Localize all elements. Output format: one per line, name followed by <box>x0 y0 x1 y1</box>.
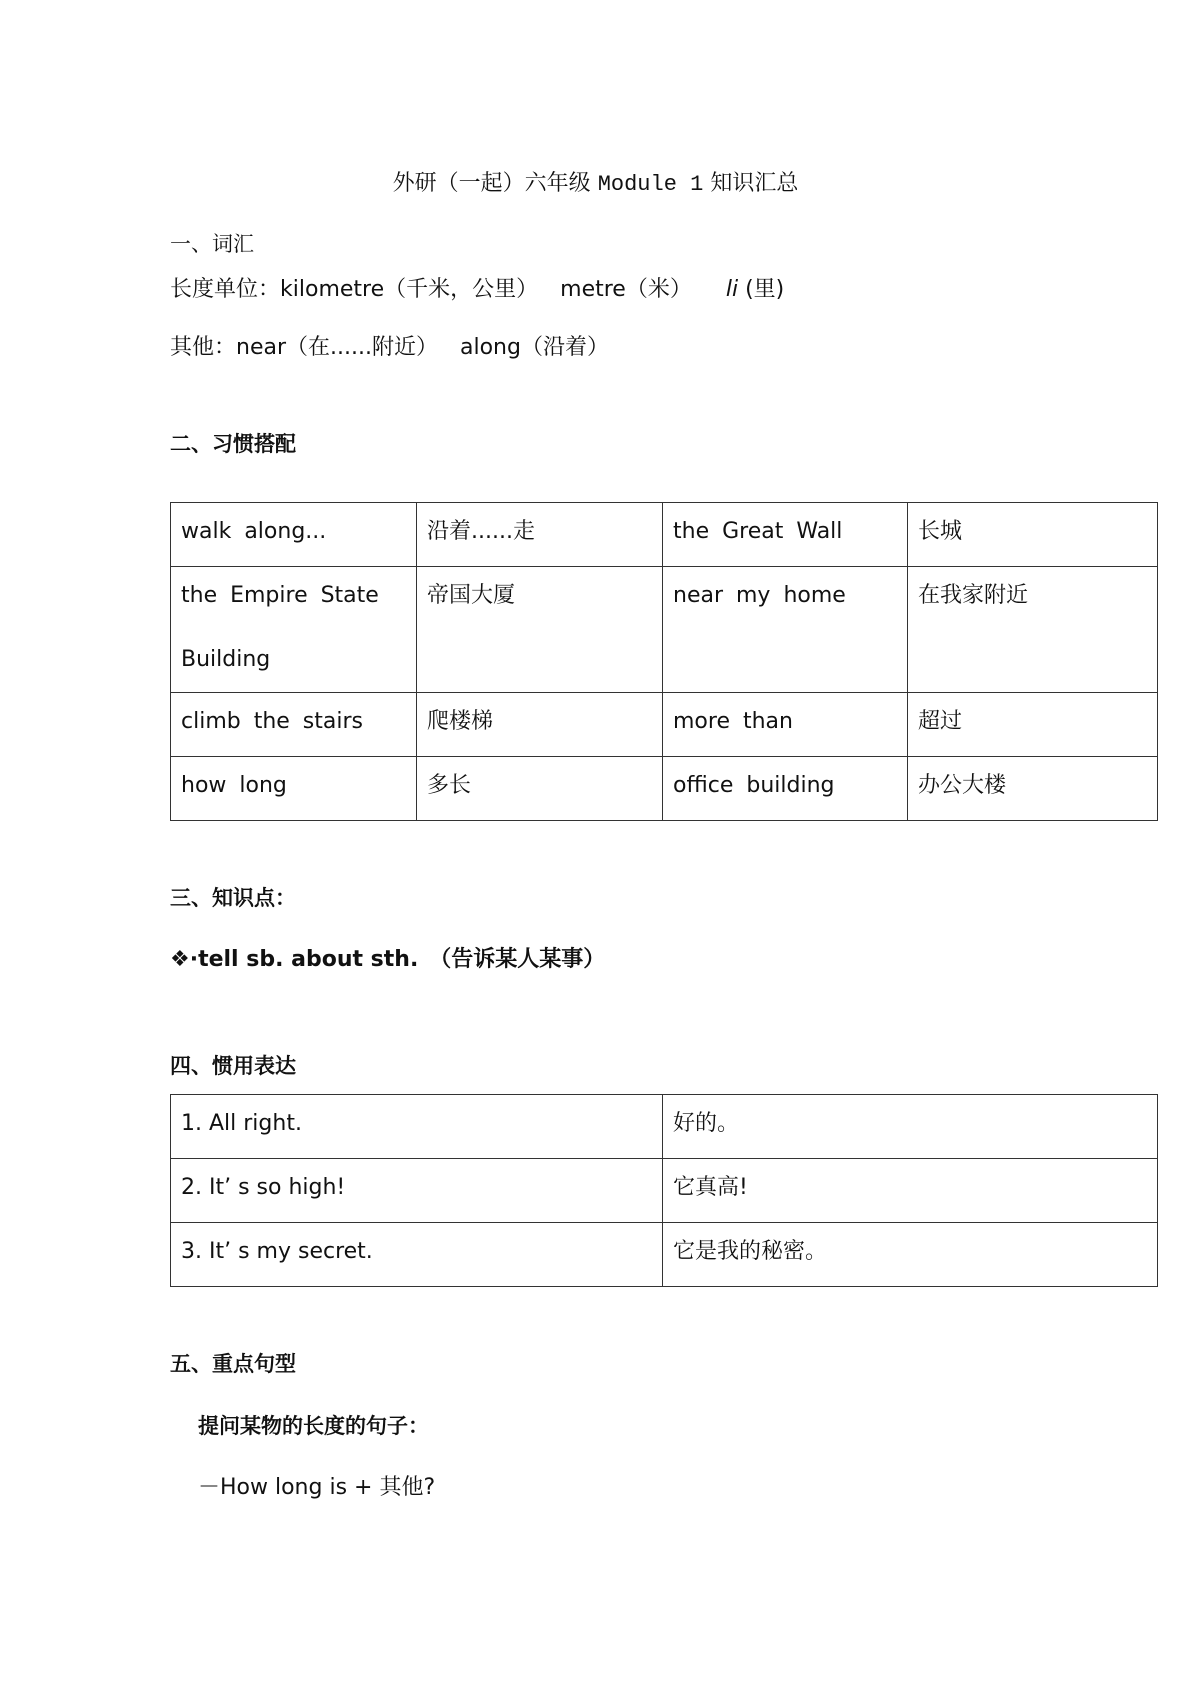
title-suffix: 知识汇总 <box>710 171 799 196</box>
sentence-pattern-subheading: 提问某物的长度的句子： <box>198 1414 429 1438</box>
sentence-pattern: －How long is + 其他? <box>198 1475 436 1500</box>
table-cell: 帝国大厦 <box>417 567 663 693</box>
table-cell: office building <box>663 757 908 821</box>
table-cell: 超过 <box>908 693 1158 757</box>
table-row <box>171 1159 1158 1223</box>
table-cell: 2. It’ s so high! <box>171 1159 663 1223</box>
expressions-table <box>170 1094 1158 1287</box>
table-row <box>171 693 1158 757</box>
along-entry: along（沿着） <box>459 335 609 360</box>
table-cell: 沿着......走 <box>417 503 663 567</box>
page-title <box>0 166 1191 197</box>
section-5-heading: 五、重点句型 <box>170 1352 296 1376</box>
table-cell: 它真高! <box>663 1159 1158 1223</box>
table-cell: 3. It’ s my secret. <box>171 1223 663 1287</box>
table-row <box>171 567 1158 693</box>
table-cell: 多长 <box>417 757 663 821</box>
table-cell: walk along... <box>171 503 417 567</box>
table-cell: how long <box>171 757 417 821</box>
li-meaning: (里) <box>745 277 785 302</box>
table-cell <box>171 567 417 693</box>
length-units-line <box>170 272 784 303</box>
section-1-heading: 一、词汇 <box>170 232 254 256</box>
table-row <box>171 1223 1158 1287</box>
length-units-label: 长度单位： <box>170 277 281 302</box>
metre-entry: metre（米） <box>560 277 692 302</box>
table-row <box>171 1095 1158 1159</box>
near-entry: near（在......附近） <box>236 335 438 360</box>
section-2-heading: 二、习惯搭配 <box>170 432 296 456</box>
table-cell: 办公大楼 <box>908 757 1158 821</box>
title-module: Module 1 <box>597 172 704 197</box>
table-cell: the Great Wall <box>663 503 908 567</box>
others-line <box>170 330 609 361</box>
collocations-table <box>170 502 1158 821</box>
table-cell: 长城 <box>908 503 1158 567</box>
cell-text: the Empire State Building <box>181 583 379 672</box>
title-prefix: 外研（一起）六年级 <box>392 171 591 196</box>
table-cell: near my home <box>663 567 908 693</box>
table-row <box>171 757 1158 821</box>
li-word: li <box>725 277 739 302</box>
table-cell: 爬楼梯 <box>417 693 663 757</box>
section-3-heading: 三、知识点： <box>170 886 296 910</box>
section-4-heading: 四、惯用表达 <box>170 1054 296 1078</box>
kilometre-entry: kilometre（千米，公里） <box>280 277 539 302</box>
table-cell: 它是我的秘密。 <box>663 1223 1158 1287</box>
table-cell: climb the stairs <box>171 693 417 757</box>
table-cell: 在我家附近 <box>908 567 1158 693</box>
table-row <box>171 503 1158 567</box>
table-cell: 好的。 <box>663 1095 1158 1159</box>
table-cell: more than <box>663 693 908 757</box>
table-cell: 1. All right. <box>171 1095 663 1159</box>
knowledge-point: ❖·tell sb. about sth. （告诉某人某事） <box>170 947 606 972</box>
others-label: 其他： <box>170 335 237 360</box>
